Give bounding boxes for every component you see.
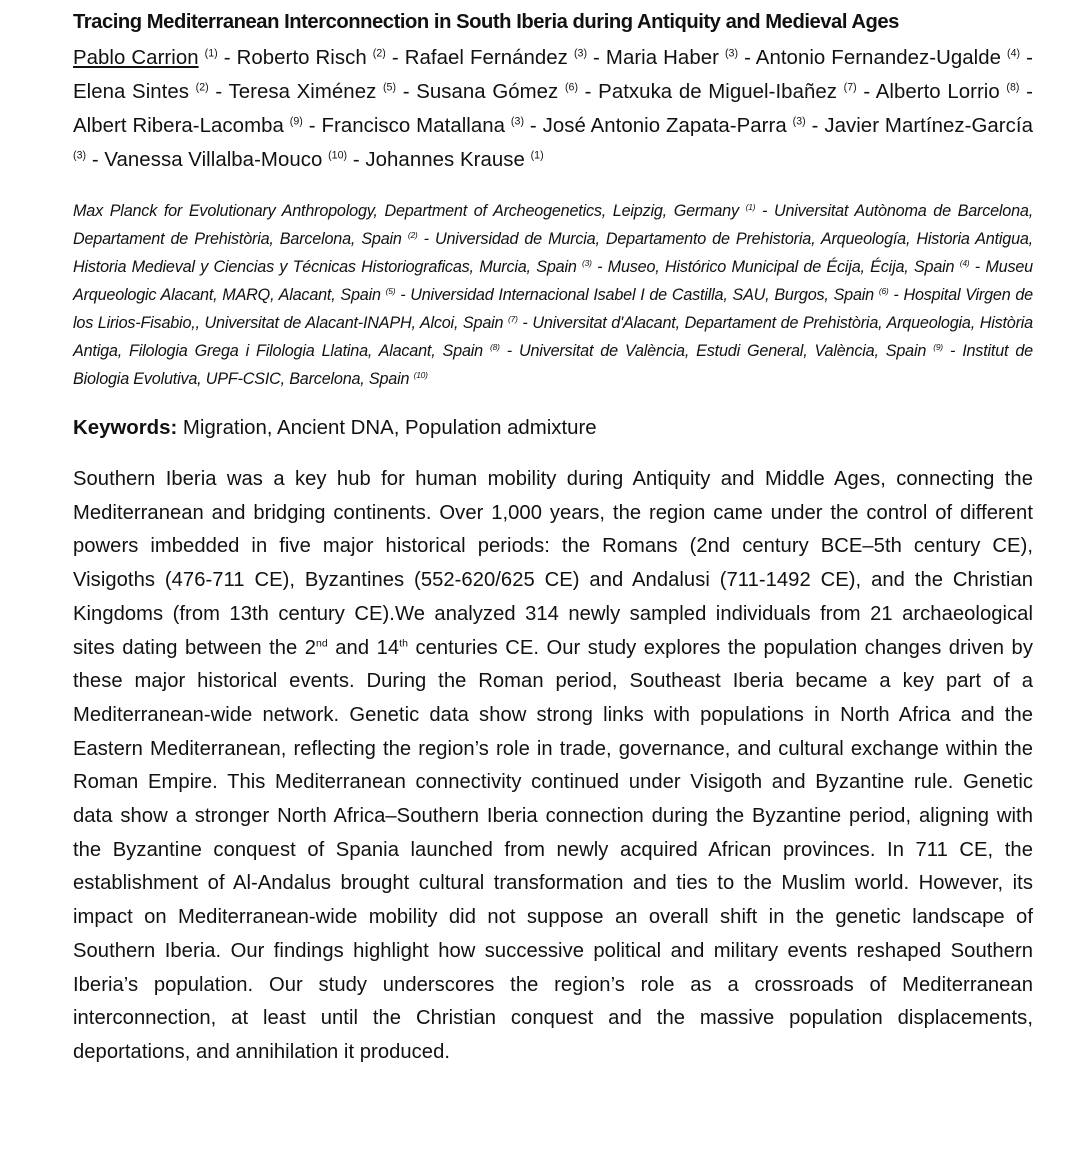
affiliation [73,202,774,220]
author [405,47,606,69]
affiliation-number: (8) [490,341,500,352]
affiliation-separator: - [755,202,774,220]
affiliation-separator: - [395,286,411,304]
affiliation-separator: - [517,314,533,332]
author-affiliation-number: (6) [564,81,579,94]
affiliation-number: (1) [745,201,756,212]
author-affiliation-number: (3) [510,115,525,128]
author-separator: - [86,149,105,171]
ordinal-superscript: th [399,636,408,649]
author-separator: - [1019,81,1033,103]
affiliation-separator: - [499,342,519,360]
author-name: Javier Martínez-García [824,115,1033,137]
author-affiliation-number: (3) [724,47,739,60]
affiliation-number: (2) [407,229,418,240]
abstract-body [73,463,1033,1070]
affiliation-separator: - [417,230,435,248]
author [321,115,542,137]
author-name: Teresa Ximénez [228,81,377,103]
author-separator: - [738,47,756,69]
author-name: José Antonio Zapata-Parra [542,115,787,137]
author-name: Albert Ribera-Lacomba [73,115,284,137]
affiliation-text: Hospital Virgen de los Lirios-Fisabio,, Universitat de Alacant-INAPH, Alcoi, Spain [73,286,1033,332]
keywords-text: Migration, Ancient DNA, Population admixture [182,417,597,439]
author-affiliation-number: (9) [289,115,303,128]
affiliation-number: (5) [385,285,396,296]
author-name: Johannes Krause [365,149,525,171]
author-separator: - [856,81,876,103]
author-affiliation-number: (2) [372,47,386,60]
author-affiliation-number: (3) [792,115,806,128]
author-name: Elena Sintes [73,81,190,103]
author [606,47,756,69]
affiliation-text: Museo, Histórico Municipal de Écija, Écija, Spain [607,258,955,276]
affiliation-text: Universitat d'Alacant, Departament de Prehistòria, Arqueologia, Història Antiga, Filologia Grega i Filologia Llatina, Alacant, Spain [73,314,1033,360]
author-separator: - [347,149,366,171]
author-affiliation-number: (3) [573,47,588,60]
affiliation-number: (3) [582,257,592,268]
affiliation-text: Universidad de Murcia, Departamento de Prehistoria, Arqueología, Historia Antigua, Historia Medieval y Ciencias y Técnicas Historiograficas, Murcia, Spain [73,230,1033,276]
author-name: Antonio Fernandez-Ugalde [755,47,1002,69]
author [229,81,417,103]
author-name: Patxuka de Miguel-Ibañez [598,81,837,103]
author [416,81,598,103]
author-affiliation-number: (2) [195,81,209,94]
keywords-label: Keywords: [73,417,178,439]
affiliation-text: Universidad Internacional Isabel I de Castilla, SAU, Burgos, Spain [410,286,874,304]
affiliation-text: Universitat Autònoma de Barcelona, Departament de Prehistòria, Barcelona, Spain [73,202,1033,248]
author-separator: - [208,81,229,103]
author-list [73,41,1033,177]
affiliation-number: (10) [413,369,428,380]
author-name: Rafael Fernández [404,47,568,69]
paper-title: Tracing Mediterranean Interconnection in South Iberia during Antiquity and Medieval Ages [73,11,899,33]
affiliation [410,286,903,304]
author-affiliation-number: (3) [73,149,87,162]
author-separator: - [302,115,322,137]
author-affiliation-number: (1) [530,149,544,162]
author-separator: - [217,47,237,69]
author-affiliation-number: (1) [204,47,218,60]
affiliation-separator: - [591,258,608,276]
ordinal-superscript: nd [316,636,328,649]
affiliation-text: Max Planck for Evolutionary Anthropology, Department of Archeogenetics, Leipzig, Germany [73,202,739,220]
author-name: Pablo Carrion [73,47,199,69]
author-affiliation-number: (5) [382,81,397,94]
author-name: Vanessa Villalba-Mouco [104,149,323,171]
affiliation-number: (6) [878,285,889,296]
author-separator: - [524,115,543,137]
abstract-text-part3: centuries CE. Our study explores the population changes driven by these major historical events. During the Roman period, Southeast Iberia became a key part of a Mediterranean-wide network. Genetic data show strong links with populations in North Africa and the Eastern Mediterranean, reflecting the region’s role in trade, governance, and cultural exchange within the Roman Empire. This Mediterranean connectivity continued under Visigoth and Byzantine rule. Genetic data show a stronger North Africa–Southern Iberia connection during the Byzantine period, aligning with the Byzantine conquest of Spania launched from newly acquired African provinces. In 711 CE, the establishment of Al-Andalus brought cultural transformation and ties to the Muslim world. However, its impact on Mediterranean-wide mobility did not suppose an overall shift in the genetic landscape of Southern Iberia. Our findings highlight how successive political and military events reshaped Southern Iberia’s population. Our study underscores the region’s role as a crossroads of Mediterranean interconnection, at least until the Christian conquest and the massive population displacements, deportations, and annihilation it produced. [73,636,1033,1063]
author-separator: - [1020,47,1033,69]
abstract-text-part1: Southern Iberia was a key hub for human mobility during Antiquity and Middle Ages, connecting the Mediterranean and bridging continents. Over 1,000 years, the region came under the control of different powers imbedded in five major historical periods: the Romans (2nd century BCE–5th century CE), Visigoths (476-711 CE), Byzantines (552-620/625 CE) and Andalusi (711-1492 CE), and the Christian Kingdoms (from 13th century CE).We analyzed 314 newly sampled individuals from 21 archaeological sites dating between the 2 [73,468,1033,659]
affiliation-separator: - [942,342,963,360]
author-separator: - [805,115,825,137]
author-name: Alberto Lorrio [875,81,1000,103]
affiliation-text: Institut de Biologia Evolutiva, UPF-CSIC, Barcelona, Spain [73,342,1033,388]
author-name: Susana Gómez [416,81,559,103]
author [543,115,825,137]
author-affiliation-number: (7) [843,81,857,94]
affiliation-number: (9) [933,341,943,352]
author [876,81,1033,103]
author-name: Francisco Matallana [321,115,506,137]
author [104,149,365,171]
affiliation [608,258,986,276]
affiliation-number: (7) [508,313,518,324]
author [365,149,543,171]
author [598,81,876,103]
paper-page [73,8,1033,1070]
affiliation [519,342,962,360]
affiliation-text: Universitat de València, Estudi General, València, Spain [518,342,927,360]
author-affiliation-number: (10) [328,149,348,162]
author-separator: - [587,47,606,69]
author [73,81,229,103]
author-separator: - [578,81,599,103]
affiliation-separator: - [888,286,904,304]
affiliation-list [73,197,1033,393]
author [756,47,1033,69]
affiliation-text: Museu Arqueologic Alacant, MARQ, Alacant, Spain [73,258,1033,304]
author [237,47,405,69]
author-separator: - [396,81,417,103]
author-affiliation-number: (8) [1006,81,1020,94]
author-name: Maria Haber [605,47,719,69]
author-name: Roberto Risch [236,47,367,69]
affiliation-number: (4) [959,257,970,268]
author [73,115,321,137]
abstract-text-part2: and 14 [327,636,400,659]
author-separator: - [385,47,405,69]
author [73,47,237,69]
keywords-line [73,413,1033,443]
author-affiliation-number: (4) [1007,47,1021,60]
affiliation-separator: - [969,258,986,276]
